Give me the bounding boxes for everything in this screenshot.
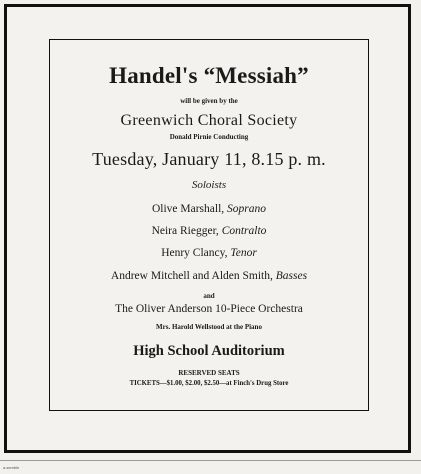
orchestra-line: The Oliver Anderson 10-Piece Orchestra <box>115 303 303 315</box>
conductor-line: Donald Pirnie Conducting <box>169 133 249 141</box>
page-bottom-rule <box>0 460 421 461</box>
reserved-seats-line: RESERVED SEATS <box>178 369 240 377</box>
and-connector: and <box>203 292 215 300</box>
soloist-line <box>49 203 369 215</box>
given-by-line: will be given by the <box>180 97 238 105</box>
ad-title: Handel's “Messiah” <box>109 63 309 88</box>
soloist-line <box>49 270 369 282</box>
soloists-heading: Soloists <box>191 179 227 191</box>
soloist-name: Henry Clancy, <box>161 247 231 259</box>
soloist-name: Andrew Mitchell and Alden Smith, <box>110 270 276 282</box>
soloist-name: Neira Riegger, <box>151 225 222 237</box>
society-name: Greenwich Choral Society <box>120 112 298 129</box>
soloist-line <box>49 225 369 237</box>
soloist-voice: Soprano <box>227 203 267 215</box>
venue-name: High School Auditorium <box>133 343 285 359</box>
soloist-voice: Contralto <box>221 225 267 237</box>
piano-line: Mrs. Harold Wellstood at the Piano <box>156 323 262 331</box>
soloist-name: Olive Marshall, <box>151 203 228 215</box>
concert-date: Tuesday, January 11, 8.15 p. m. <box>92 149 326 169</box>
ticket-prices-line: TICKETS—$1.00, $2.00, $2.50—at Finch's Drug Store <box>129 380 289 387</box>
soloist-voice: Basses <box>275 270 308 282</box>
soloist-voice: Tenor <box>230 247 257 259</box>
page-caption: a.semble <box>3 465 20 470</box>
soloist-line <box>49 247 369 259</box>
